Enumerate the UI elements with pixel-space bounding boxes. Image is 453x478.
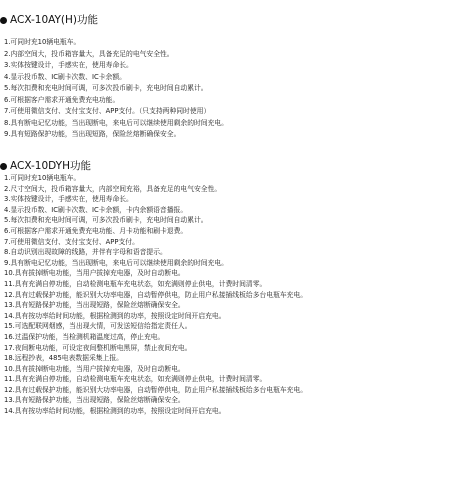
feature-item: 8.具有断电记忆功能，当出现断电，来电后可以继续使用剩余的时间充电。 [4,118,228,127]
feature-item: 9.具有短路保护功能，当出现短路，保险丝熔断确保安全。 [4,130,181,138]
feature-item: 1.可同时充10辆电瓶车。 [4,38,81,46]
feature-list [4,173,307,417]
feature-item: 13.具有短路保护功能，当出现短路，保险丝熔断确保安全。 [4,301,185,310]
feature-item: 7.可使用微信支付、支付宝支付、APP支付。 [4,237,139,246]
bullet-icon [0,17,7,24]
feature-item: 13.具有短路保护功能，当出现短路，保险丝熔断确保安全。 [4,396,185,405]
feature-item: 3.实体按键设计，手感实在，使用寿命长。 [4,195,133,204]
feature-item: 14.具有按功率给时间功能，根据检测到的功率，按照设定时间开启充电。 [4,311,226,320]
feature-item: 12.具有过载保护功能，能识别大功率电器，自动暂停供电，防止用户私接插线板给多台电瓶车充电。 [4,290,308,299]
section-title-text: ACX-10DYH功能 [10,160,91,172]
section-title [0,159,91,173]
feature-item: 10.具有拔掉断电功能，当用户拔掉充电器，及时自动断电。 [4,269,185,278]
feature-item: 8.自动识别出现故障的线路，并伴有字母和语音提示。 [4,248,167,257]
feature-item: 11.具有充满自停功能，自动检测电瓶车充电状态，如充满则停止供电，计费时间清零。 [4,375,267,384]
feature-item: 11.具有充满自停功能，自动检测电瓶车充电状态，如充满则停止供电，计费时间清零。 [4,279,267,288]
feature-item: 12.具有过载保护功能，能识别大功率电器，自动暂停供电，防止用户私接插线板给多台电瓶车充电。 [4,385,308,394]
section-title-text: ACX-10AY(H)功能 [10,14,99,26]
feature-item: 15.可选配联网烟感，当出现火情，可发送短信给指定责任人。 [4,322,192,331]
feature-item: 4.显示投币数、IC刷卡次数、IC卡余额。 [4,72,126,81]
feature-item: 3.实体按键设计，手感实在，使用寿命长。 [4,61,133,69]
feature-item: 1.可同时充10辆电瓶车。 [4,174,81,182]
feature-item: 18.远程抄表，485电表数据采集上报。 [4,354,123,363]
feature-item: 9.具有断电记忆功能，当出现断电，来电后可以继续使用剩余的时间充电。 [4,258,228,267]
bullet-icon [0,163,7,170]
feature-item: 16.过温保护功能，当检测机箱温度过高，停止充电。 [4,332,165,341]
feature-item: 5.每次扣费和充电时间可调，可多次投币刷卡，充电时间自动累计。 [4,84,208,92]
feature-item: 14.具有按功率给时间功能，根据检测到的功率，按照设定时间开启充电。 [4,407,226,416]
feature-list [4,37,228,141]
feature-item: 17.夜间断电功能，可设定夜间整机断电黑屏，禁止夜间充电。 [4,343,192,352]
feature-item: 5.每次扣费和充电时间可调，可多次投币刷卡，充电时间自动累计。 [4,216,208,225]
section-title [0,13,98,27]
feature-item: 4.显示投币数、IC刷卡次数、IC卡余额，卡内余额语音播报。 [4,205,188,214]
feature-item: 7.可使用微信支付、支付宝支付、APP支付。（只支持两种同时使用） [4,107,211,115]
feature-item: 10.具有拔掉断电功能，当用户拔掉充电器，及时自动断电。 [4,364,185,373]
feature-item: 6.可根据客户需求开通免费充电功能、月卡功能和刷卡退费。 [4,226,188,235]
feature-item: 2.内部空间大，投币箱容量大，具备充足的电气安全性。 [4,49,174,58]
feature-item: 2.尺寸空间大，投币箱容量大，内部空间充裕，具备充足的电气安全性。 [4,184,222,193]
feature-item: 6.可根据客户需求开通免费充电功能。 [4,95,120,104]
